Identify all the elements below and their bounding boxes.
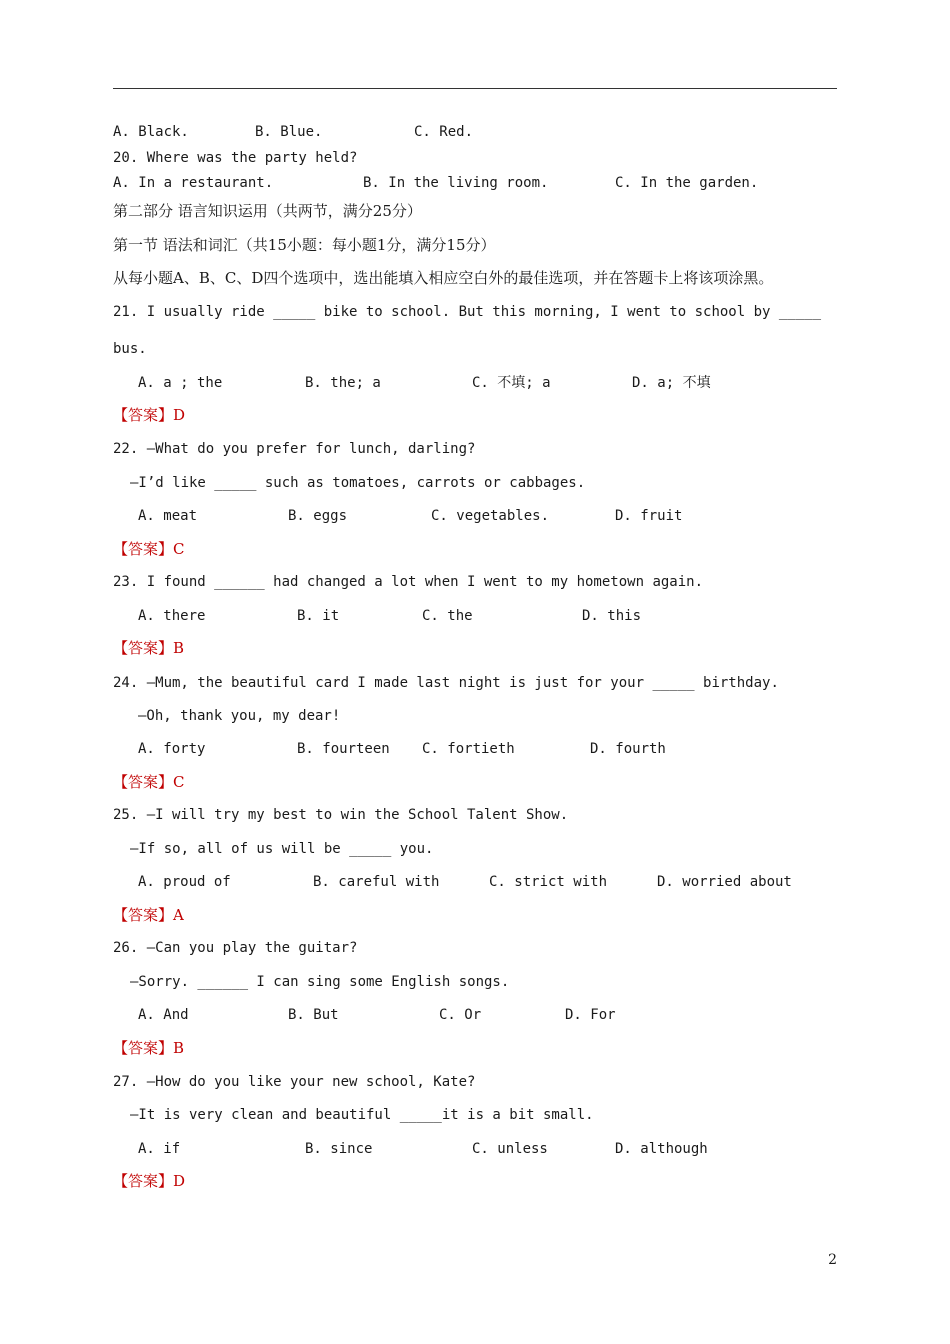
q21-stem-line1: 21. I usually ride _____ bike to school. But this morning, I went to school by _____ [113,304,822,320]
q26-option-d: D. For [565,1007,616,1023]
q27-option-a: A. if [138,1141,181,1157]
q27-option-d: D. although [615,1141,708,1157]
q25-stem-line2: —If so, all of us will be _____ you. [130,841,434,857]
q22-stem-line2: —I’d like _____ such as tomatoes, carrots or cabbages. [130,475,586,491]
q27-stem-line1: 27. —How do you like your new school, Kate? [113,1074,476,1090]
part2-heading: 第二部分 语言知识运用（共两节，满分25分） [113,202,422,220]
q24-option-c: C. fortieth [422,741,515,757]
q19-option-a: A. Black. [113,124,189,140]
q27-option-b: B. since [305,1141,373,1157]
q21-option-d: D. a; 不填 [632,375,711,391]
q23-stem-line1: 23. I found ______ had changed a lot when I went to my hometown again. [113,574,704,590]
q24-stem-line2: —Oh, thank you, my dear! [138,708,341,724]
q24-answer: 【答案】C [113,773,185,791]
q25-option-b: B. careful with [313,874,440,890]
q27-answer: 【答案】D [113,1172,186,1190]
q21-option-b: B. the; a [305,375,381,391]
q24-option-a: A. forty [138,741,206,757]
q21-option-a: A. a ; the [138,375,223,391]
page-number: 2 [828,1252,837,1268]
header-rule [113,88,837,89]
q21-answer: 【答案】D [113,406,186,424]
q24-stem-line1: 24. —Mum, the beautiful card I made last night is just for your _____ birthday. [113,675,779,691]
q26-stem-line2: —Sorry. ______ I can sing some English songs. [130,974,510,990]
q19-option-b: B. Blue. [255,124,323,140]
q22-option-a: A. meat [138,508,198,524]
q22-stem-line1: 22. —What do you prefer for lunch, darling? [113,441,476,457]
section1-heading: 第一节 语法和词汇（共15小题：每小题1分，满分15分） [113,236,496,254]
q24-option-b: B. fourteen [297,741,390,757]
q22-option-d: D. fruit [615,508,683,524]
q20-option-a: A. In a restaurant. [113,175,274,191]
q20-option-b: B. In the living room. [363,175,549,191]
q26-option-a: A. And [138,1007,189,1023]
q23-option-a: A. there [138,608,206,624]
q23-option-b: B. it [297,608,340,624]
q21-stem-line2: bus. [113,341,147,357]
q23-option-d: D. this [582,608,642,624]
q25-option-d: D. worried about [657,874,792,890]
q26-answer: 【答案】B [113,1039,185,1057]
q25-option-a: A. proud of [138,874,231,890]
q19-option-c: C. Red. [414,124,474,140]
q23-answer: 【答案】B [113,639,185,657]
q25-option-c: C. strict with [489,874,608,890]
q27-option-c: C. unless [472,1141,548,1157]
q21-option-c: C. 不填; a [472,375,551,391]
q20-option-c: C. In the garden. [615,175,759,191]
q22-option-c: C. vegetables. [431,508,550,524]
q22-answer: 【答案】C [113,540,185,558]
q22-option-b: B. eggs [288,508,348,524]
q25-answer: 【答案】A [113,906,184,924]
q25-stem-line1: 25. —I will try my best to win the School Talent Show. [113,807,569,823]
q26-option-b: B. But [288,1007,339,1023]
q23-option-c: C. the [422,608,473,624]
q20-stem: 20. Where was the party held? [113,150,358,166]
q27-stem-line2: —It is very clean and beautiful _____it is a bit small. [130,1107,594,1123]
q24-option-d: D. fourth [590,741,666,757]
q26-option-c: C. Or [439,1007,482,1023]
q26-stem-line1: 26. —Can you play the guitar? [113,940,358,956]
instructions: 从每小题A、B、C、D四个选项中，选出能填入相应空白外的最佳选项，并在答题卡上将该项涂黑。 [113,269,774,287]
